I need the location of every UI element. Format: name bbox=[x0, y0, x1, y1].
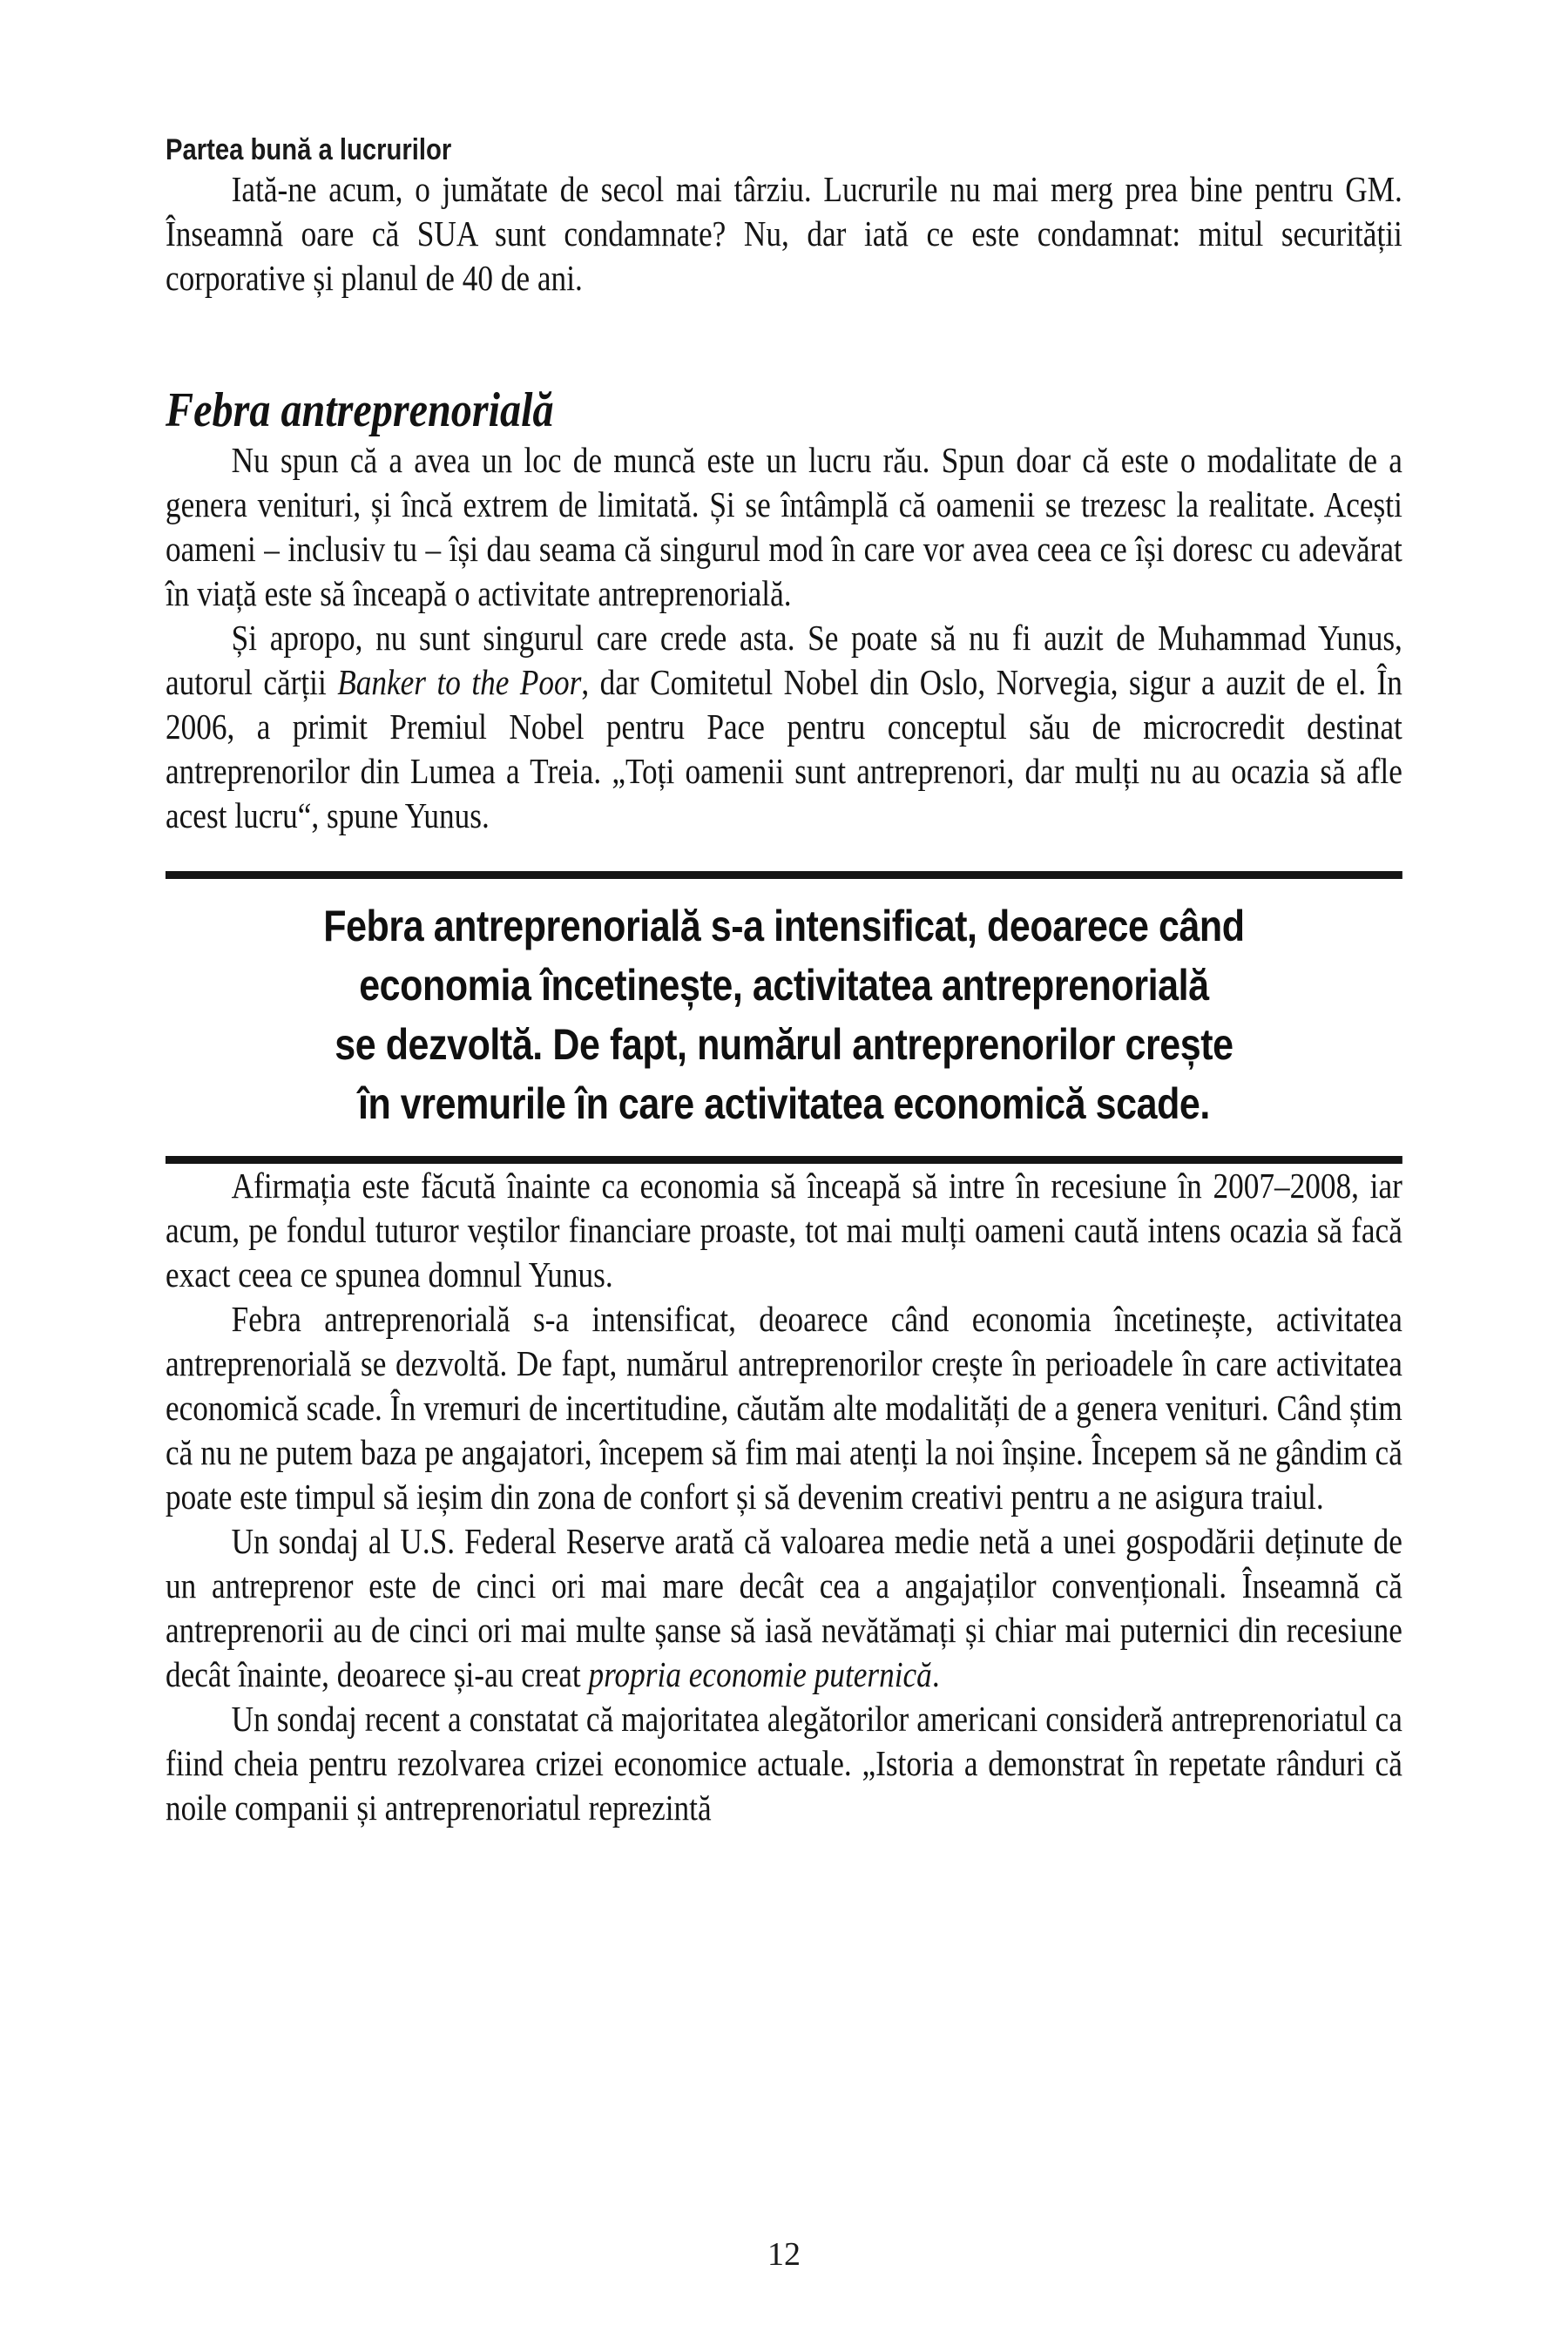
paragraph: Nu spun că a avea un loc de muncă este un lucru rău. Spun doar că este o modalitate de a genera venituri, și încă extrem de limitată. Și se întâmplă că oamenii se trezesc la realitate. Acești oameni – inclusiv tu – își dau seama că singurul mod în care vor avea ceea ce își doresc cu adevărat în viață este să înceapă o activitate antreprenorială. bbox=[166, 440, 1402, 613]
paragraph-text: Un sondaj al U.S. Federal Reserve arată că valoarea medie netă a unei gospodării deținute de un antreprenor este de cinci ori mai mare decât cea a angajaților convenționali. Înseamnă că antreprenorii au de cinci ori mai multe șanse să iasă nevătămați și chiar mai puternici din recesiune decât înainte, deoarece și-au creat bbox=[166, 1521, 1402, 1694]
paragraph: Afirmația este făcută înainte ca economia să înceapă să intre în recesiune în 2007–2008, iar acum, pe fondul tuturor veștilor financiare proaste, tot mai mulți oameni caută intens ocazia să facă exact ceea ce spunea domnul Yunus. bbox=[166, 1166, 1402, 1294]
paragraph: Febra antreprenorială s-a intensificat, deoarece când economia încetinește, activitatea antreprenorială se dezvoltă. De fapt, numărul antreprenorilor crește în perioadele în care activitatea economică scade. În vremuri de incertitudine, căutăm alte modalități de a genera venituri. Când știm că nu ne putem baza pe angajatori, începem să fim mai atenți la noi înșine. Începem să ne gândim că poate este timpul să ieșim din zona de confort și să devenim creativi pentru a ne asigura traiul. bbox=[166, 1299, 1402, 1517]
pull-quote-line: se dezvoltă. De fapt, numărul antreprenorilor crește bbox=[335, 1020, 1233, 1069]
running-header: Partea bună a lucrurilor bbox=[166, 133, 452, 166]
paragraph bbox=[166, 616, 1402, 838]
paragraph-text: . bbox=[931, 1654, 940, 1694]
section-heading: Febra antreprenorială bbox=[166, 383, 554, 437]
book-title-italic: Banker to the Poor bbox=[337, 662, 582, 702]
pull-quote bbox=[166, 871, 1402, 1164]
page-number: 12 bbox=[767, 2236, 801, 2273]
paragraph: Un sondaj recent a constatat că majoritatea alegătorilor americani consideră antreprenoriatul ca fiind cheia pentru rezolvarea crizei economice actuale. „Istoria a demonstrat în repetate rânduri că noile companii și antreprenoriatul reprezintă bbox=[166, 1699, 1402, 1828]
paragraph-text: , dar Comitetul Nobel din Oslo, Norvegia, sigur a auzit de el. În 2006, a primit Premiul Nobel pentru Pace pentru conceptul său de microcredit destinat antreprenorilor din Lumea a Treia. „Toți oamenii sunt antreprenori, dar mulți nu au ocazia să afle acest lucru“, spune Yunus. bbox=[166, 662, 1402, 835]
emphasis-italic: propria economie puternică bbox=[588, 1654, 932, 1694]
paragraph: Iată-ne acum, o jumătate de secol mai târziu. Lucrurile nu mai merg prea bine pentru GM. Înseamnă oare că SUA sunt condamnate? Nu, dar iată ce este condamnat: mitul securității corporative și planul de 40 de ani. bbox=[166, 169, 1402, 298]
paragraph bbox=[166, 1519, 1402, 1697]
paragraph-text: Și apropo, nu sunt singurul care crede asta. Se poate să nu fi auzit de Muhammad Yunus, autorul cărții bbox=[166, 618, 1402, 702]
pull-quote-line: economia încetinește, activitatea antreprenorială bbox=[359, 961, 1209, 1010]
text-column bbox=[166, 0, 1402, 1830]
pull-quote-line: Febra antreprenorială s-a intensificat, deoarece când bbox=[323, 902, 1245, 950]
pull-quote-line: în vremurile în care activitatea economică scade. bbox=[357, 1079, 1210, 1128]
